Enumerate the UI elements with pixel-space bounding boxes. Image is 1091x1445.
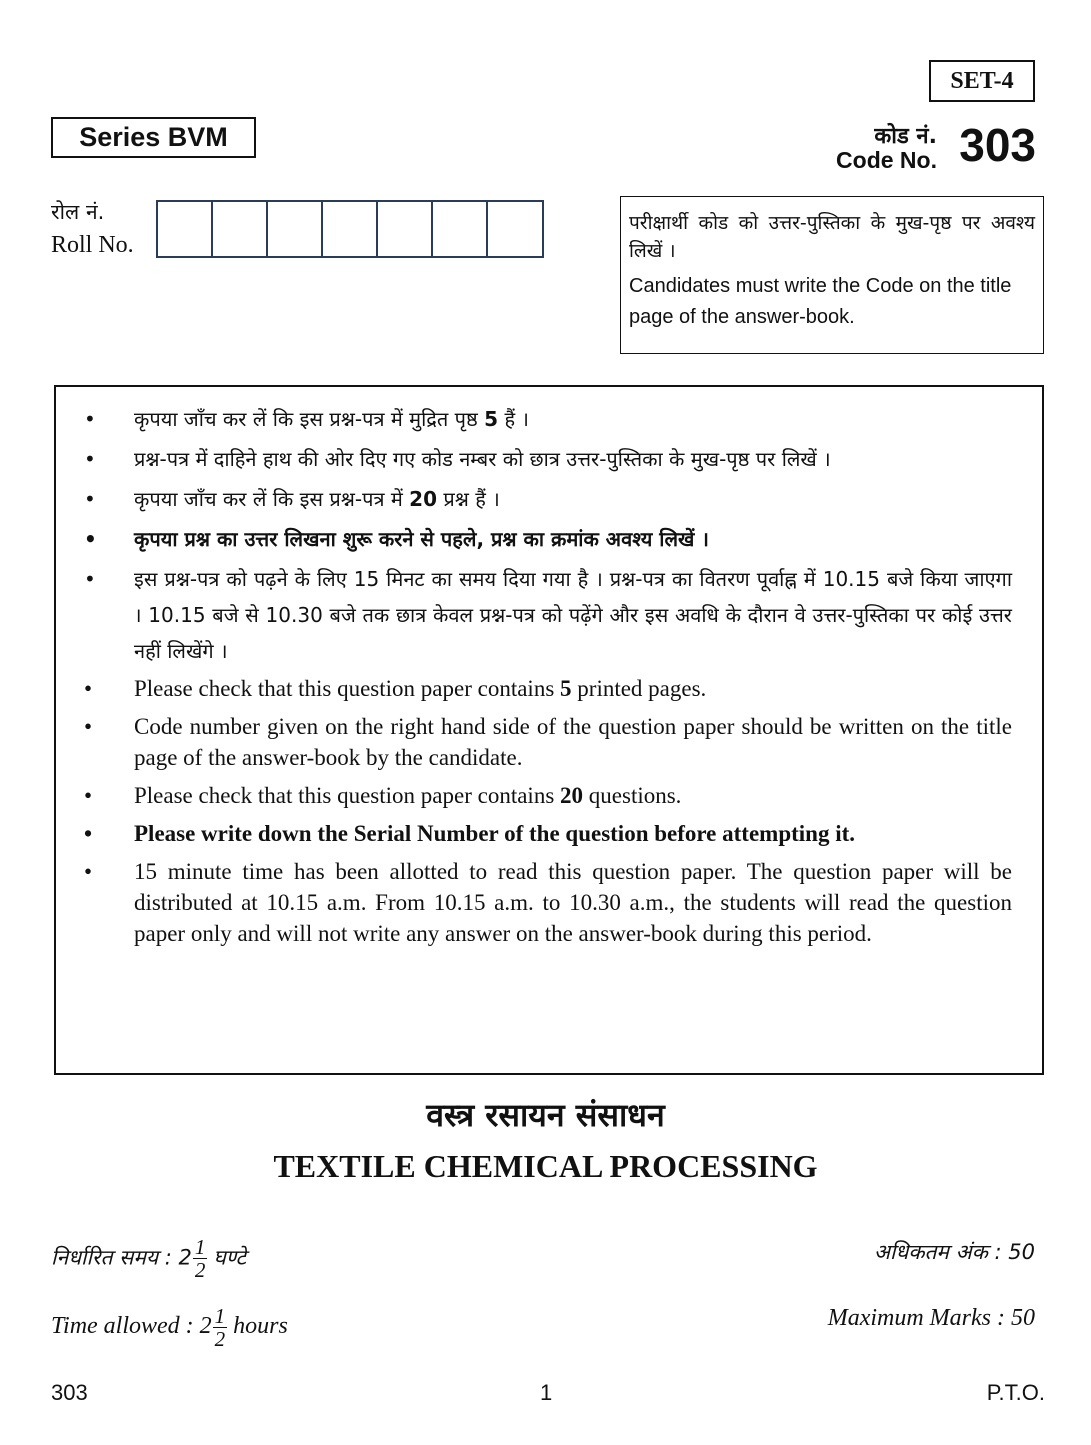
instruction-text: 15 minute time has been allotted to read this question paper. The question paper will be distributed at 10.15 a.m. From 10.15 a.m. to 10.30 a.m., the students will read the question paper only and will not write any answer on the answer-book during this period.	[134, 859, 1012, 946]
set-label-box	[929, 60, 1035, 102]
roll-number-digit-box[interactable]	[268, 202, 323, 256]
instruction-text: कृपया जाँच कर लें कि इस प्रश्न-पत्र में	[134, 487, 410, 511]
bullet-icon: •	[84, 676, 93, 701]
instruction-text: printed pages.	[571, 676, 707, 701]
max-marks-hindi: अधिकतम अंक : 50	[873, 1240, 1035, 1264]
fraction-denominator: 2	[194, 1258, 206, 1282]
candidate-note-hindi: परीक्षार्थी कोड को उत्तर-पुस्तिका के मुख-पृष्ठ पर अवश्य लिखें ।	[629, 212, 1035, 262]
instruction-text: प्रश्न-पत्र में दाहिने हाथ की ओर दिए गए कोड नम्बर को छात्र उत्तर-पुस्तिका के मुख-पृष्ठ पर लिखें ।	[134, 447, 831, 471]
instruction-hindi-serial	[84, 521, 1012, 557]
instruction-english-questions	[84, 780, 1012, 811]
instruction-text: प्रश्न हैं ।	[437, 487, 500, 511]
half-fraction	[213, 1305, 228, 1350]
series-label: Series BVM	[51, 117, 256, 158]
instruction-hindi-code	[84, 441, 1012, 477]
time-label: Time allowed : 2	[51, 1313, 212, 1340]
instruction-text: Please check that this question paper contains	[134, 676, 561, 701]
instruction-text: Code number given on the right hand side of the question paper should be written on the title page of the answer-book by the candidate.	[134, 714, 1012, 770]
instruction-hindi-questions	[84, 481, 1012, 517]
paper-title-english: TEXTILE CHEMICAL PROCESSING	[273, 1148, 818, 1184]
roll-number-digit-box[interactable]	[158, 202, 213, 256]
instruction-hindi-pages	[84, 401, 1012, 437]
instruction-number: 5	[560, 676, 572, 701]
instruction-english-code	[84, 711, 1012, 773]
bullet-icon: •	[84, 407, 96, 431]
set-label: SET-4	[950, 67, 1014, 94]
time-label: निर्धारित समय : 2	[51, 1245, 192, 1270]
time-unit: घण्टे	[213, 1245, 247, 1270]
half-fraction	[193, 1236, 208, 1281]
instruction-english-reading-time	[84, 856, 1012, 949]
instruction-number: 20	[560, 783, 584, 808]
roll-number-digit-box[interactable]	[213, 202, 268, 256]
footer-code: 303	[51, 1380, 88, 1405]
candidate-note-english: Candidates must write the Code on the title page of the answer-book.	[629, 275, 1012, 328]
instruction-number: 20	[409, 487, 437, 511]
roll-label-hindi: रोल नं.	[51, 200, 105, 224]
code-label-english: Code No.	[836, 147, 937, 173]
roll-number-digit-box[interactable]	[488, 202, 542, 256]
instruction-hindi-reading-time	[84, 561, 1012, 669]
instruction-text: कृपया प्रश्न का उत्तर लिखना शुरू करने से पहले, प्रश्न का क्रमांक अवश्य लिखें ।	[134, 527, 709, 551]
instruction-text: इस प्रश्न-पत्र को पढ़ने के लिए 15 मिनट का समय दिया गया है । प्रश्न-पत्र का वितरण पूर्वाह्न में 10.15 बजे किया जाएगा । 10.15 बजे से 10.30 बजे तक छात्र केवल प्रश्न-पत्र को पढ़ेंगे और इस अवधि के दौरान वे उत्तर-पुस्तिका पर कोई उत्तर नहीं लिखेंगे ।	[134, 567, 1012, 663]
roll-number-digit-box[interactable]	[323, 202, 378, 256]
instruction-text: Please write down the Serial Number of the question before attempting it.	[134, 821, 856, 846]
bullet-icon: •	[84, 447, 96, 471]
instruction-number: 5	[484, 407, 499, 431]
instruction-english-serial	[84, 818, 1012, 849]
bullet-icon: •	[84, 527, 97, 551]
max-marks-english: Maximum Marks : 50	[827, 1305, 1035, 1331]
paper-title-hindi: वस्त्र रसायन संसाधन	[426, 1096, 665, 1134]
fraction-denominator: 2	[214, 1327, 226, 1351]
bullet-icon: •	[84, 714, 93, 739]
roll-number-boxes[interactable]	[156, 200, 544, 258]
bullet-icon: •	[84, 783, 93, 808]
code-label-hindi: कोड नं.	[874, 124, 937, 149]
roll-label-english: Roll No.	[51, 232, 134, 258]
instructions-box	[54, 385, 1044, 1075]
candidate-code-note	[620, 196, 1044, 354]
code-number: 303	[959, 119, 1036, 171]
instruction-text: Please check that this question paper contains	[134, 783, 561, 808]
fraction-numerator: 1	[214, 1304, 226, 1328]
instructions-list	[84, 401, 1012, 949]
time-allowed-hindi	[51, 1236, 246, 1281]
bullet-icon: •	[84, 859, 93, 884]
time-allowed-english	[51, 1305, 288, 1350]
instruction-english-pages	[84, 673, 1012, 704]
roll-number-digit-box[interactable]	[378, 202, 433, 256]
time-unit: hours	[233, 1313, 288, 1340]
bullet-icon: •	[84, 567, 96, 591]
fraction-numerator: 1	[194, 1235, 206, 1259]
instruction-text: कृपया जाँच कर लें कि इस प्रश्न-पत्र में मुद्रित पृष्ठ	[134, 407, 485, 431]
page-number: 1	[540, 1380, 553, 1405]
instruction-text: हैं ।	[498, 407, 530, 431]
roll-number-digit-box[interactable]	[433, 202, 488, 256]
pto-label: P.T.O.	[986, 1380, 1045, 1405]
bullet-icon: •	[84, 487, 96, 511]
bullet-icon: •	[84, 821, 93, 846]
instruction-text: questions.	[583, 783, 682, 808]
